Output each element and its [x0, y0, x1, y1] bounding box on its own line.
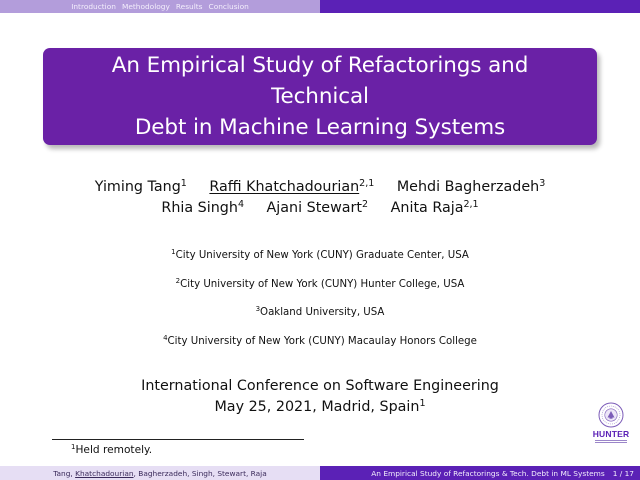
- bottom-footer-bar: [0, 466, 640, 480]
- affiliation-2: $^2$City University of New York (CUNY) Hunter College, USA: [175, 277, 465, 290]
- affiliation-4: $^4$City University of New York (CUNY) Macaulay Honors College: [163, 334, 477, 347]
- footer-short-title: An Empirical Study of Refactorings & Tech. Debt in ML Systems: [371, 468, 605, 478]
- author-row-1: [0, 177, 640, 198]
- footnote-divider: [52, 439, 304, 440]
- title-line-2: Debt in Machine Learning Systems: [134, 115, 506, 140]
- nav-introduction[interactable]: Introduction: [71, 2, 116, 11]
- conference-date-place: May 25, 2021, Madrid, Spain$^1$: [214, 398, 426, 415]
- page-number: 1 / 17: [612, 468, 634, 478]
- author: Ajani Stewart$^2$: [266, 199, 369, 216]
- hunter-wordmark: HUNTER: [592, 429, 630, 439]
- author: Yiming Tang$^1$: [94, 178, 187, 195]
- author-list: [0, 177, 640, 219]
- nav-results[interactable]: Results: [175, 2, 203, 11]
- author-row-2: [0, 198, 640, 219]
- top-bar-right: [320, 0, 640, 13]
- logo-tagline-lines: [591, 439, 631, 444]
- venue: [0, 376, 640, 418]
- slide-title: [60, 50, 580, 143]
- author-presenter: Raffi Khatchadourian$^{2,1}$: [209, 178, 375, 195]
- conference-name: International Conference on Software Engineering: [141, 378, 499, 394]
- footer-authors: Tang, Khatchadourian, Bagherzadeh, Singh, Stewart, Raja: [53, 468, 267, 478]
- nav-methodology[interactable]: Methodology: [121, 2, 170, 11]
- section-nav: [0, 0, 320, 13]
- footnote: $^1$Held remotely.: [71, 443, 153, 456]
- hunter-college-seal-icon: [598, 402, 624, 428]
- nav-conclusion[interactable]: Conclusion: [208, 2, 249, 11]
- author: Anita Raja$^{2,1}$: [390, 199, 479, 216]
- author: Mehdi Bagherzadeh$^3$: [396, 178, 546, 195]
- hunter-logo: [591, 402, 631, 448]
- top-navigation-bar: [0, 0, 640, 13]
- title-box: [43, 48, 597, 145]
- title-line-1: An Empirical Study of Refactorings and Technical: [111, 53, 529, 109]
- affiliation-1: $^1$City University of New York (CUNY) Graduate Center, USA: [171, 248, 469, 261]
- author: Rhia Singh$^4$: [161, 199, 244, 216]
- footer-title-panel: [320, 466, 640, 480]
- affiliation-3: $^3$Oakland University, USA: [255, 305, 385, 318]
- footer-authors-panel: [0, 466, 320, 480]
